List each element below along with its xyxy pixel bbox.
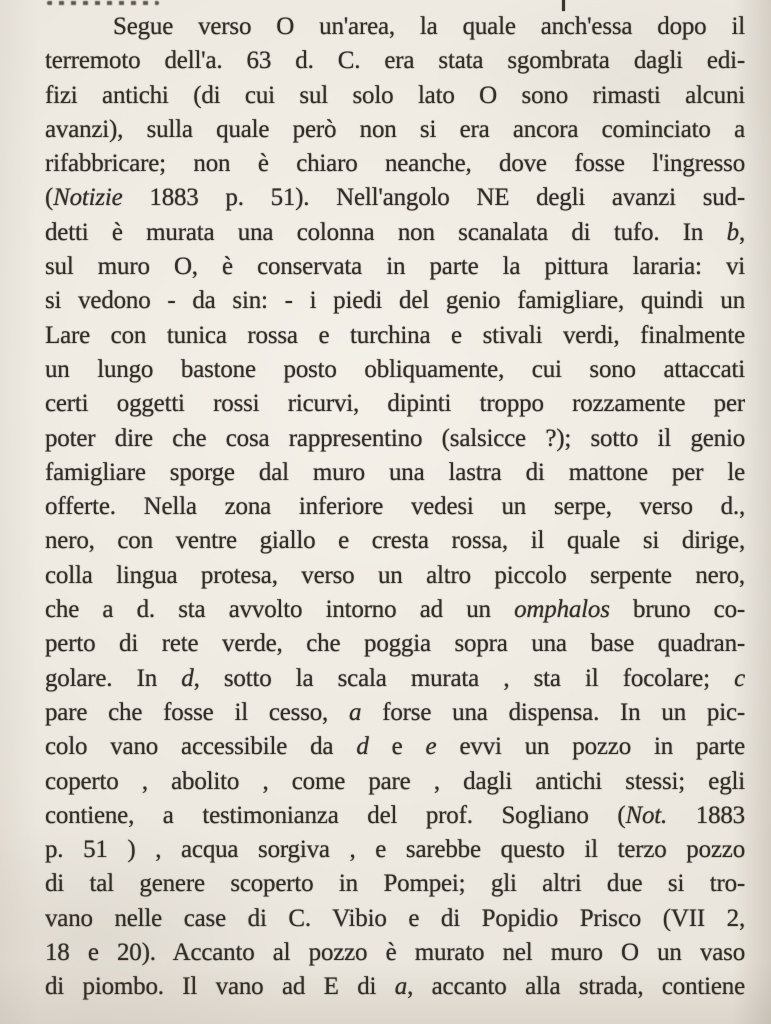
text-line: [45, 627, 745, 661]
italic-text-segment: d: [181, 664, 194, 692]
text-segment: avanzi), sulla quale però non si era ancora cominciato a: [45, 115, 745, 143]
text-segment: (: [45, 184, 54, 212]
text-line: [45, 147, 745, 181]
italic-text-segment: a: [349, 698, 362, 726]
text-segment: che a d. sta avvolto intorno ad un: [45, 596, 515, 624]
text-segment: rifabbricare; non è chiaro neanche, dove fosse l'ingresso: [45, 150, 745, 178]
text-segment: bruno co-: [609, 596, 745, 624]
text-line: [45, 10, 745, 44]
text-line: [45, 936, 745, 970]
text-line: [45, 79, 745, 113]
italic-text-segment: Notizie: [53, 184, 123, 212]
italic-text-segment: Not.: [625, 801, 668, 829]
text-line: [45, 833, 745, 867]
text-segment: coperto , abolito , come pare , dagli antichi stessi; egli: [45, 767, 745, 795]
text-segment: p. 51 ) , acqua sorgiva , e sarebbe questo il terzo pozzo: [45, 836, 745, 864]
text-line: [45, 696, 745, 730]
text-segment: 1883: [667, 801, 745, 829]
text-line: [45, 765, 745, 799]
text-segment: nero, con ventre giallo e cresta rossa, il quale si dirige,: [45, 527, 745, 555]
text-line: [45, 284, 745, 318]
text-line: [45, 422, 745, 456]
text-segment: un lungo bastone posto obliquamente, cui sono attaccati: [45, 355, 745, 383]
italic-text-segment: d: [356, 733, 369, 761]
text-segment: colla lingua protesa, verso un altro piccolo serpente nero,: [45, 561, 745, 589]
text-line: [45, 524, 745, 558]
text-line: [45, 319, 745, 353]
italic-text-segment: omphalos: [514, 596, 610, 624]
text-line: [45, 970, 745, 1004]
text-segment: , sotto la scala murata , sta il focolare;: [193, 664, 735, 692]
text-line: [45, 250, 745, 284]
italic-text-segment: c: [734, 664, 745, 692]
text-segment: golare. In: [45, 664, 182, 692]
text-line: [45, 216, 745, 250]
text-segment: sul muro O, è conservata in parte la pittura lararia: vi: [45, 253, 745, 281]
text-line: [45, 902, 745, 936]
text-line: [45, 559, 745, 593]
text-line: [45, 113, 745, 147]
text-segment: colo vano accessibile da: [45, 733, 357, 761]
text-segment: Lare con tunica rossa e turchina e stivali verdi, finalmente: [45, 321, 745, 349]
text-line: [45, 44, 745, 78]
text-segment: poter dire che cosa rappresentino (salsicce ?); sotto il genio: [45, 424, 745, 452]
text-segment: terremoto dell'a. 63 d. C. era stata sgombrata dagli edi-: [45, 47, 745, 75]
italic-text-segment: a: [394, 973, 408, 1001]
text-line: [45, 730, 745, 764]
letter-bottom-fragments: [47, 1, 159, 5]
text-segment: famigliare sporge dal muro una lastra di mattone per le: [45, 458, 745, 486]
text-segment: pare che fosse il cesso,: [45, 698, 350, 726]
text-segment: Segue verso O un'area, la quale anch'essa dopo il: [113, 13, 745, 40]
text-line: [45, 181, 745, 215]
text-line: [45, 353, 745, 387]
text-segment: perto di rete verde, che poggia sopra una base quadran-: [45, 630, 745, 658]
text-segment: offerte. Nella zona inferiore vedesi un serpe, verso d.,: [45, 493, 745, 521]
text-segment: fizi antichi (di cui sul solo lato O sono rimasti alcuni: [45, 81, 745, 109]
text-line: [45, 456, 745, 490]
text-segment: 1883 p. 51). Nell'angolo NE degli avanzi sud-: [122, 184, 745, 212]
text-line: [45, 593, 745, 627]
text-segment: si vedono - da sin: - i piedi del genio famigliare, quindi un: [45, 287, 745, 315]
text-segment: , accanto alla strada, contiene: [407, 973, 745, 1001]
text-line: [45, 490, 745, 524]
text-segment: 18 e 20). Accanto al pozzo è murato nel muro O un vaso: [45, 939, 745, 967]
text-segment: e: [368, 733, 426, 761]
text-segment: contiene, a testimonianza del prof. Sogliano (: [45, 801, 626, 829]
italic-text-segment: e: [425, 733, 437, 761]
text-line: [45, 662, 745, 696]
text-segment: forse una dispensa. In un pic-: [361, 698, 745, 726]
text-segment: vano nelle case di C. Vibio e di Popidio Prisco (VII 2,: [45, 904, 745, 932]
text-segment: ,: [738, 218, 745, 246]
text-segment: di piombo. Il vano ad E di: [45, 973, 395, 1001]
body-text: [45, 10, 745, 1005]
text-segment: detti è murata una colonna non scanalata di tufo. In: [45, 218, 727, 246]
italic-text-segment: b: [726, 218, 739, 246]
text-segment: di tal genere scoperto in Pompei; gli altri due si tro-: [45, 870, 745, 898]
text-line: [45, 799, 745, 833]
paragraph-indent: [45, 33, 113, 34]
text-segment: evvi un pozzo in parte: [436, 733, 745, 761]
text-line: [45, 387, 745, 421]
text-segment: certi oggetti rossi ricurvi, dipinti troppo rozzamente per: [45, 390, 745, 418]
text-line: [45, 867, 745, 901]
